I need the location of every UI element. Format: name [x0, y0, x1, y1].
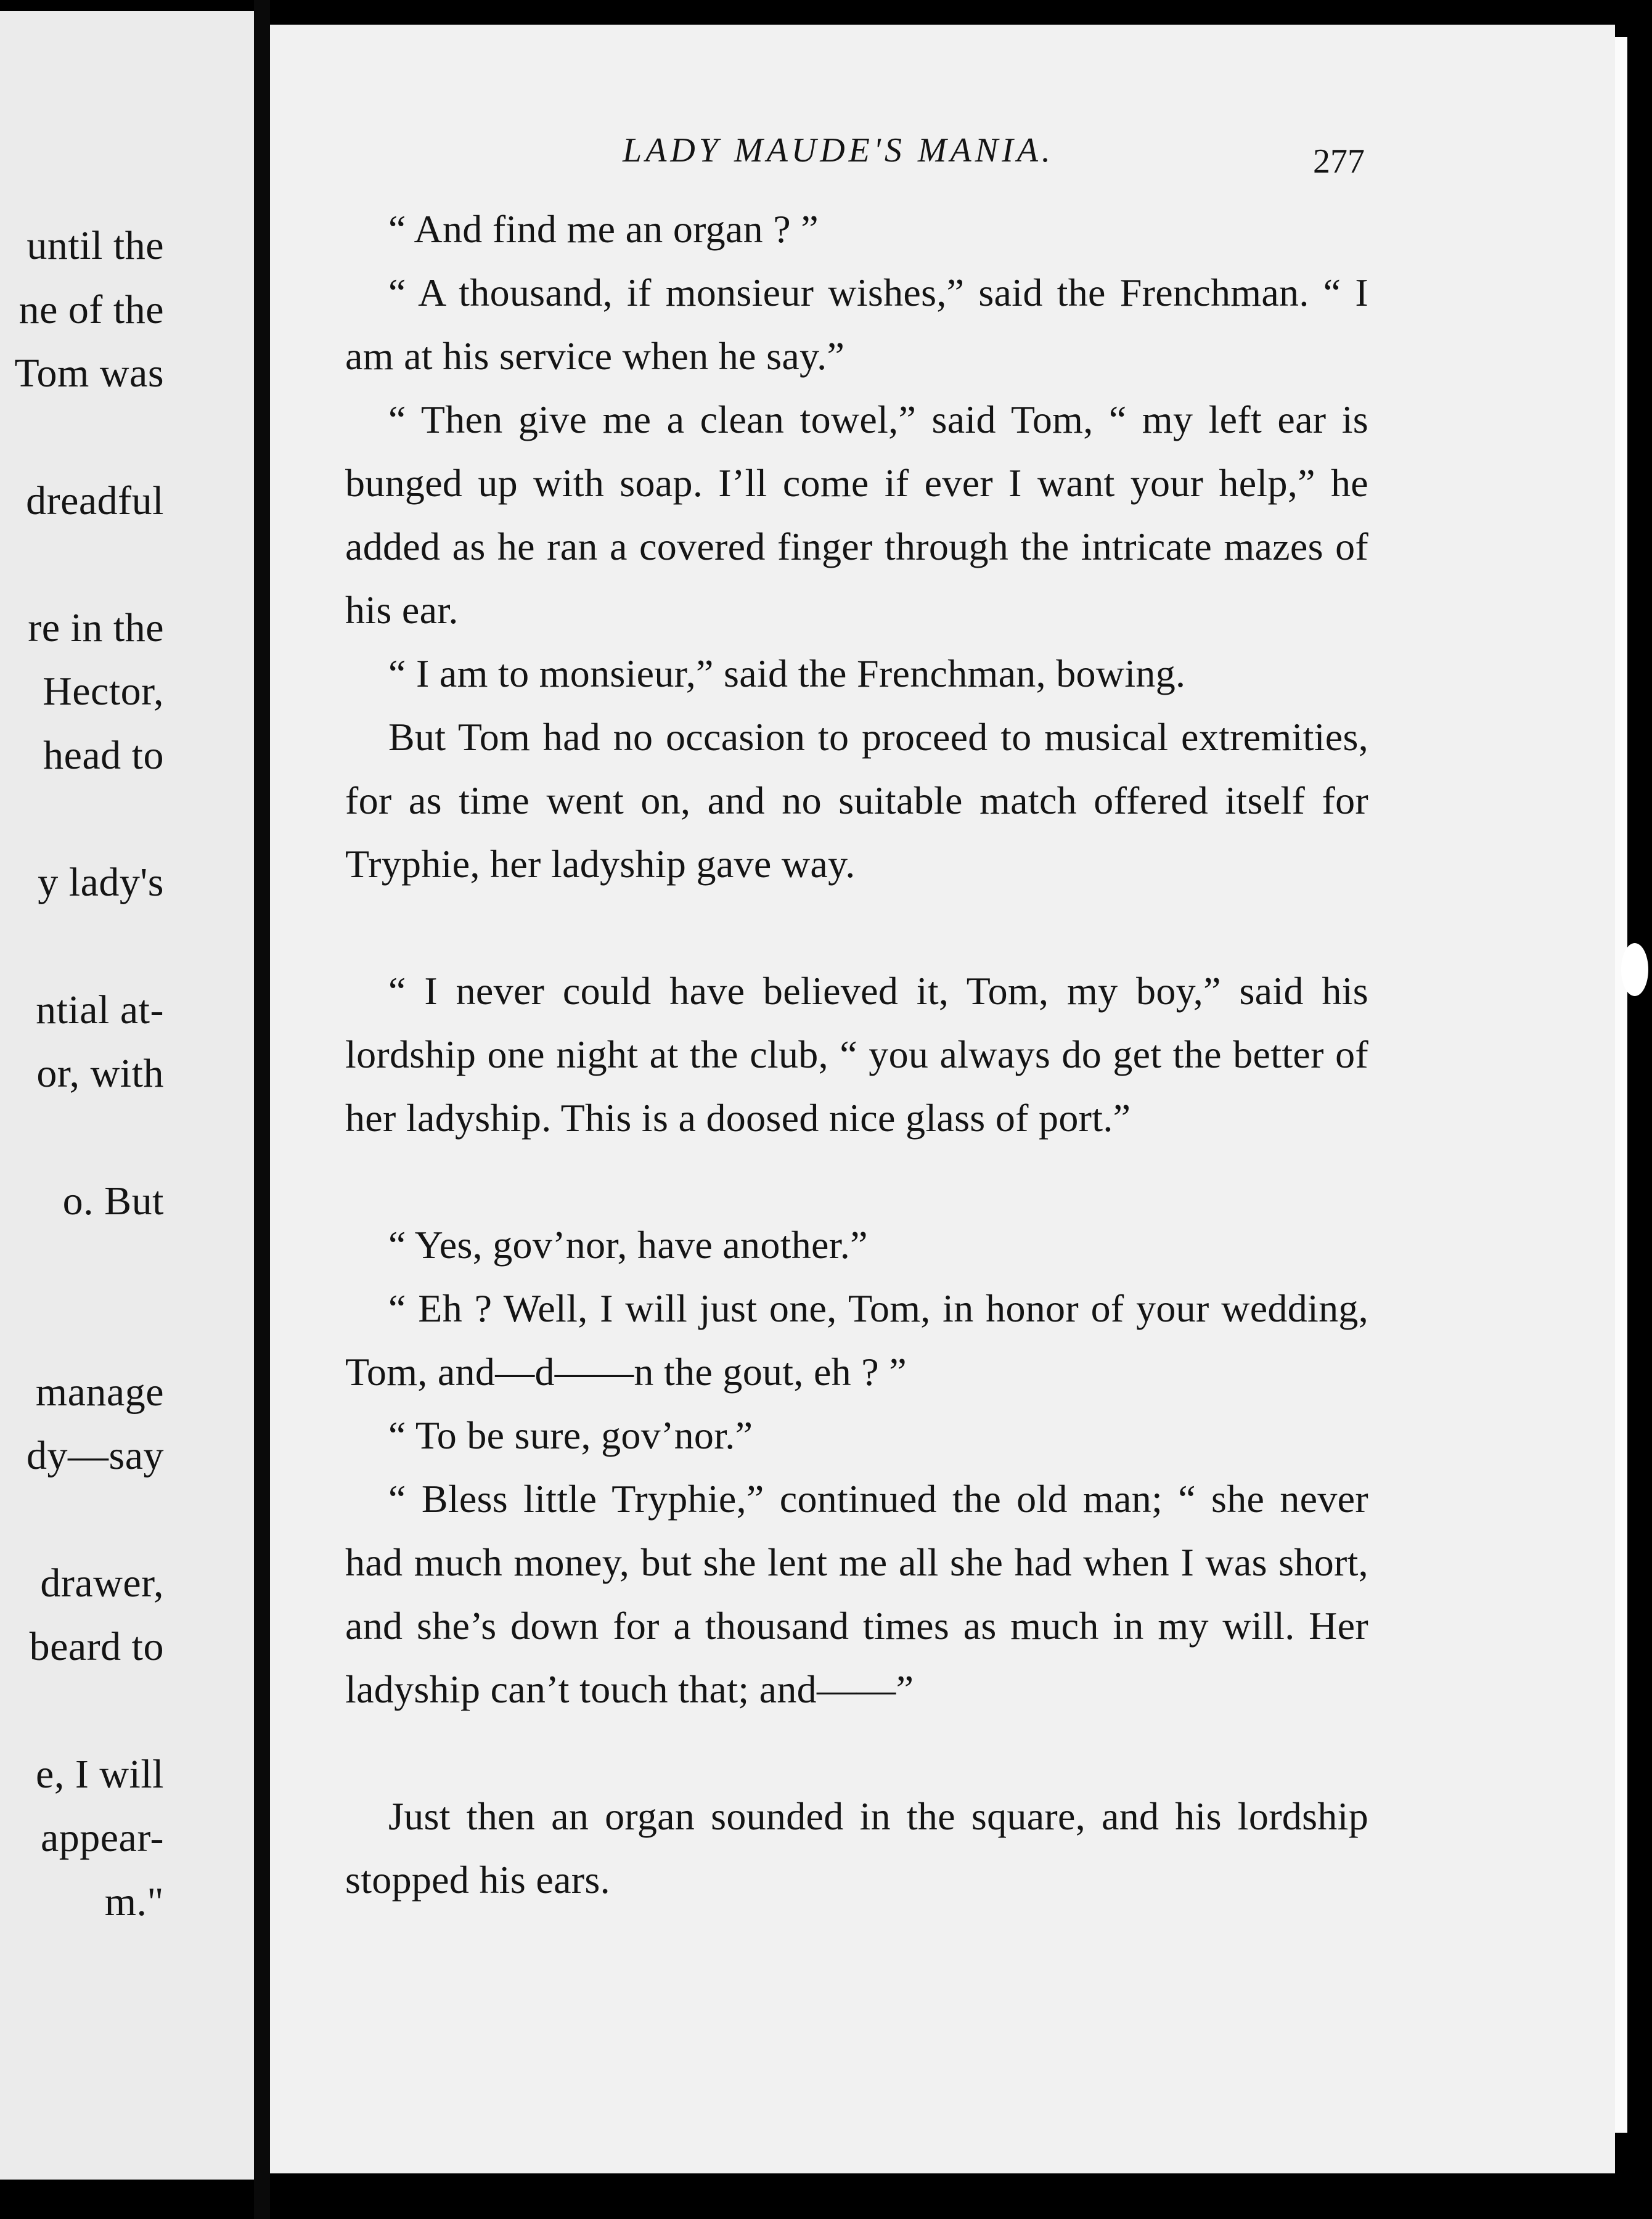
paragraph: Just then an organ sounded in the square, and his lordship stopped his ears.: [345, 1794, 1368, 1902]
left-page-line: or, with: [36, 1051, 164, 1096]
left-page-line: dreadful: [26, 478, 164, 523]
running-title: LADY MAUDE'S MANIA.: [623, 131, 1054, 170]
left-page-line: re in the: [28, 605, 164, 650]
left-page: [0, 11, 254, 2180]
left-page-line: beard to: [29, 1624, 164, 1669]
paper-fleck: [1621, 943, 1648, 996]
book-gutter: [254, 0, 270, 2219]
left-page-line: y lady's: [38, 860, 164, 905]
left-page-line: e, I will: [36, 1752, 164, 1797]
paragraph: “ A thousand, if monsieur wishes,” said the Frenchman. “ I am at his service when he say.”: [345, 271, 1368, 378]
paragraph: “ Yes, gov’nor, have another.”: [388, 1223, 868, 1267]
left-page-line: m.": [104, 1879, 164, 1924]
left-page-line: Hector,: [43, 669, 164, 714]
left-page-line: drawer,: [40, 1561, 164, 1606]
left-page-line: until the: [27, 223, 164, 268]
left-page-line: ntial at-: [36, 987, 164, 1032]
paragraph: “ And find me an organ ? ”: [388, 207, 819, 251]
left-page-line: manage: [35, 1370, 164, 1415]
paragraph: “ I am to monsieur,” said the Frenchman, bowing.: [388, 652, 1186, 695]
paragraph: “ Eh ? Well, I will just one, Tom, in honor of your wedding, Tom, and—d——n the gout, eh ? ”: [345, 1286, 1368, 1394]
left-page-line: Tom was: [14, 351, 164, 396]
left-page-line: dy—say: [27, 1433, 164, 1478]
left-page-line: head to: [43, 733, 164, 778]
paragraph: “ Then give me a clean towel,” said Tom, “ my left ear is bunged up with soap. I’ll come if ever I want your help,” he added as he ran a covered finger through the intricate mazes of his ear.: [345, 398, 1368, 632]
paragraph: “ I never could have believed it, Tom, my boy,” said his lordship one night at the club, “ you always do get the better of her ladyship. This is a doosed nice glass of port.”: [345, 969, 1368, 1140]
paragraph: “ Bless little Tryphie,” continued the old man; “ she never had much money, but she lent me all she had when I was short, and she’s down for a thousand times as much in my will. Her ladyship can’t touch that; and——”: [345, 1477, 1368, 1711]
paragraph: But Tom had no occasion to proceed to musical extremities, for as time went on, and no suitable match offered itself for Tryphie, her ladyship gave way.: [345, 715, 1368, 886]
left-page-line: o. But: [62, 1179, 164, 1224]
left-page-line: appear-: [40, 1815, 164, 1860]
page-number: 277: [1313, 142, 1365, 181]
page-edge: [1615, 37, 1627, 2133]
left-page-line: ne of the: [18, 287, 164, 332]
paragraph: “ To be sure, gov’nor.”: [388, 1413, 753, 1457]
